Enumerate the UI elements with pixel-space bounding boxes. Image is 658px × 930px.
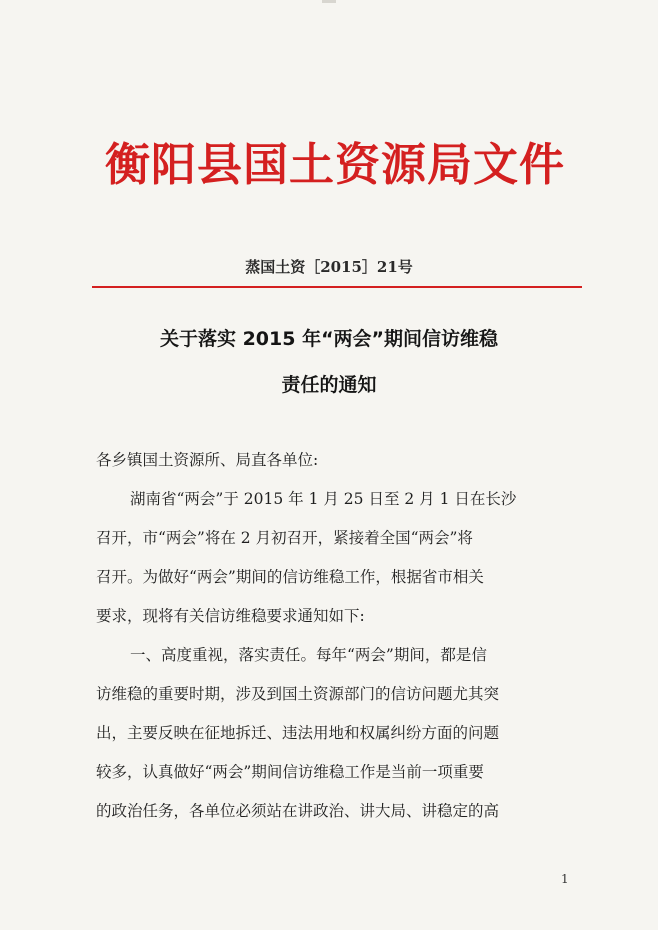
paragraph-line: 湖南省“两会”于 2015 年 1 月 25 日至 2 月 1 日在长沙 — [130, 490, 517, 508]
notice-title-line-1: 关于落实 2015 年“两会”期间信访维稳 — [159, 328, 499, 350]
red-separator-line — [92, 286, 582, 288]
document-number: 蒸国土资［2015］21号 — [245, 258, 413, 276]
addressee-line: 各乡镇国土资源所、局直各单位: — [96, 451, 319, 469]
paragraph-line: 访维稳的重要时期，涉及到国土资源部门的信访问题尤其突 — [96, 685, 500, 703]
notice-title-line-2: 责任的通知 — [281, 374, 377, 396]
paragraph-line: 较多，认真做好“两会”期间信访维稳工作是当前一项重要 — [96, 763, 484, 781]
paragraph-line: 召开。为做好“两会”期间的信访维稳工作，根据省市相关 — [96, 568, 484, 586]
paragraph-line: 召开，市“两会”将在 2 月初召开，紧接着全国“两会”将 — [96, 529, 473, 547]
scan-artifact — [322, 0, 336, 3]
page-number: 1 — [561, 872, 569, 886]
paragraph-line: 的政治任务，各单位必须站在讲政治、讲大局、讲稳定的高 — [96, 802, 500, 820]
paragraph-line: 要求，现将有关信访维稳要求通知如下: — [96, 607, 365, 625]
issuer-title: 衡阳县国土资源局文件 — [104, 138, 565, 191]
paragraph-line: 出，主要反映在征地拆迁、违法用地和权属纠纷方面的问题 — [96, 724, 500, 742]
paragraph-line: 一、高度重视，落实责任。每年“两会”期间，都是信 — [130, 646, 487, 664]
